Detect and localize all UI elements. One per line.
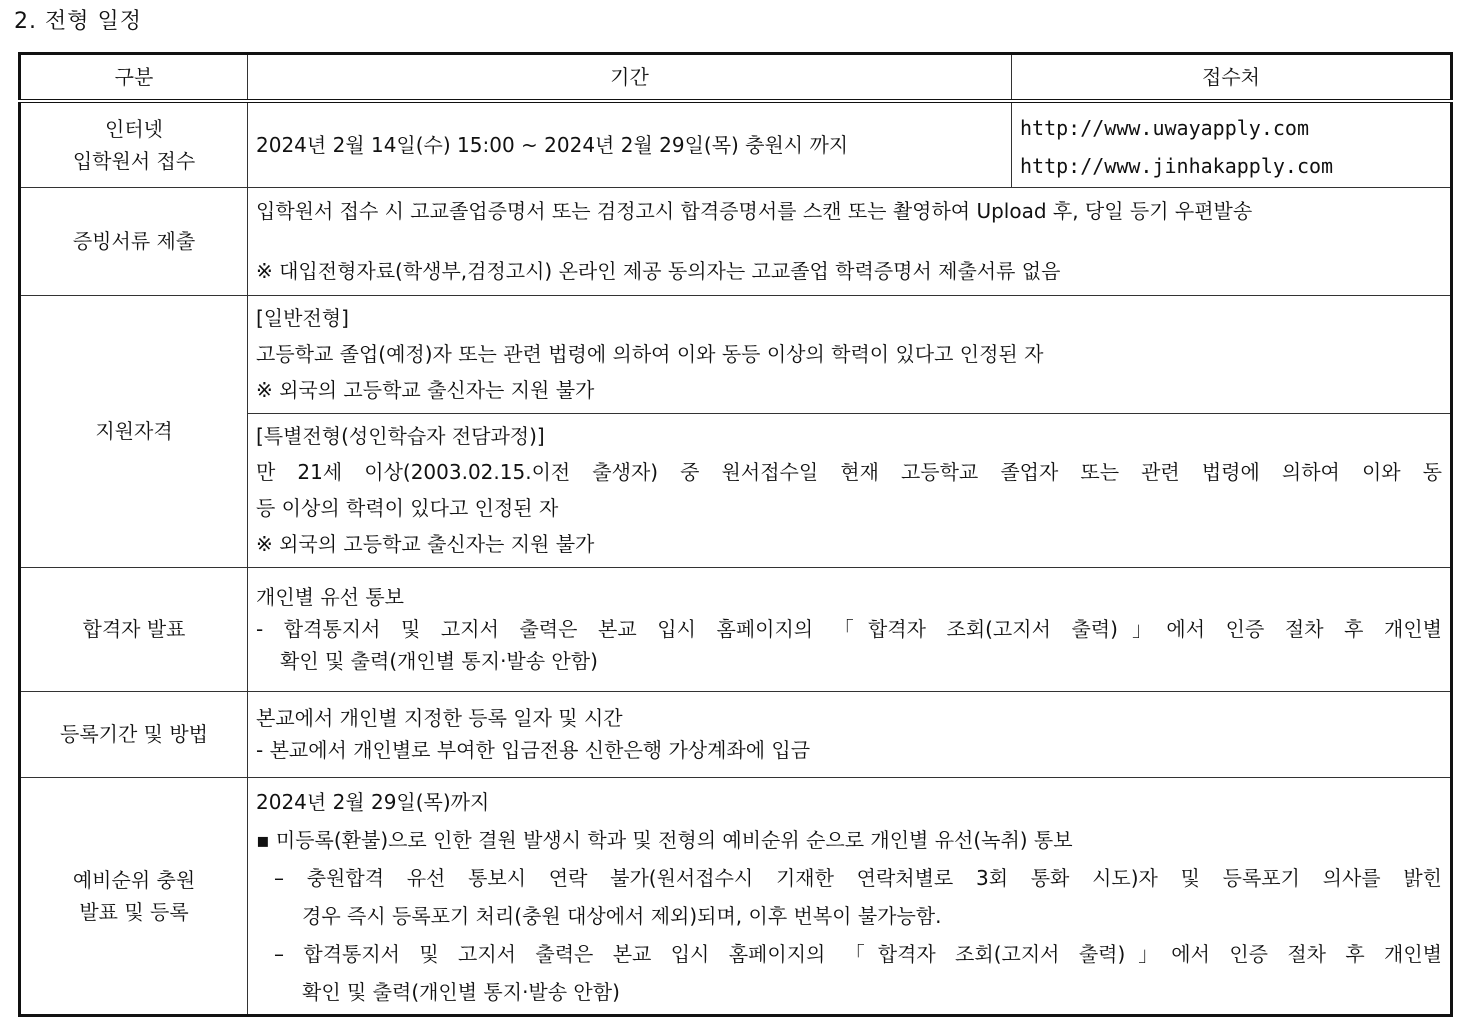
category-internet: 인터넷 입학원서 접수 (20, 101, 248, 187)
documents-content: 입학원서 접수 시 고교졸업증명서 또는 검정고시 합격증명서를 스캔 또는 촬영하여 Upload 후, 당일 등기 우편발송 ※ 대입전형자료(학생부,검정고시) 온라인 제공 동의자는 고교졸업 학력증명서 제출서류 없음 (248, 187, 1452, 295)
header-receiver: 접수처 (1012, 54, 1452, 102)
announcement-content: 개인별 유선 통보 - 합격통지서 및 고지서 출력은 본교 입시 홈페이지의 「합격자 조회(고지서 출력)」에서 인증 절차 후 개인별 확인 및 출력(개인별 통지·발송 안함) (248, 567, 1452, 691)
link-jinhakapply[interactable]: http://www.jinhakapply.com (1020, 154, 1334, 178)
table-row-documents (20, 187, 1452, 295)
period-internet: 2024년 2월 14일(수) 15:00 ~ 2024년 2월 29일(목) 충원시 까지 (248, 101, 1012, 187)
table-row-internet (20, 101, 1452, 187)
table-header-row (20, 54, 1452, 102)
table-row-waitlist (20, 777, 1452, 1015)
receiver-links (1012, 101, 1452, 187)
header-category: 구분 (20, 54, 248, 102)
registration-content: 본교에서 개인별 지정한 등록 일자 및 시간 - 본교에서 개인별로 부여한 입금전용 신한은행 가상계좌에 입금 (248, 691, 1452, 777)
category-documents: 증빙서류 제출 (20, 187, 248, 295)
category-waitlist: 예비순위 충원 발표 및 등록 (20, 777, 248, 1015)
table-row-eligibility-general (20, 295, 1452, 413)
admission-schedule-table (18, 52, 1453, 1017)
category-announcement: 합격자 발표 (20, 567, 248, 691)
table-row-announcement (20, 567, 1452, 691)
eligibility-special-content: [특별전형(성인학습자 전담과정)] 만 21세 이상(2003.02.15.이전 출생자) 중 원서접수일 현재 고등학교 졸업자 또는 관련 법령에 의하여 이와 동 등 이상의 학력이 있다고 인정된 자 ※ 외국의 고등학교 출신자는 지원 불가 (248, 413, 1452, 567)
category-registration: 등록기간 및 방법 (20, 691, 248, 777)
category-eligibility: 지원자격 (20, 295, 248, 567)
header-period: 기간 (248, 54, 1012, 102)
table-row-registration (20, 691, 1452, 777)
waitlist-content: 2024년 2월 29일(목)까지 ▪ 미등록(환불)으로 인한 결원 발생시 학과 및 전형의 예비순위 순으로 개인별 유선(녹취) 통보 – 충원합격 유선 통보시 연락 불가(원서접수시 기재한 연락처별로 3회 통화 시도)자 및 등록포기 의사를 밝힌 경우 즉시 등록포기 처리(충원 대상에서 제외)되며, 이후 번복이 불가능함. – 합격통지서 및 고지서 출력은 본교 입시 홈페이지의 「합격자 조회(고지서 출력)」에서 인증 절차 후 개인별 확인 및 출력(개인별 통지·발송 안함) (248, 777, 1452, 1015)
link-uwayapply[interactable]: http://www.uwayapply.com (1020, 116, 1309, 140)
eligibility-general-content: [일반전형] 고등학교 졸업(예정)자 또는 관련 법령에 의하여 이와 동등 이상의 학력이 있다고 인정된 자 ※ 외국의 고등학교 출신자는 지원 불가 (248, 295, 1452, 413)
section-heading: 2. 전형 일정 (14, 9, 142, 34)
